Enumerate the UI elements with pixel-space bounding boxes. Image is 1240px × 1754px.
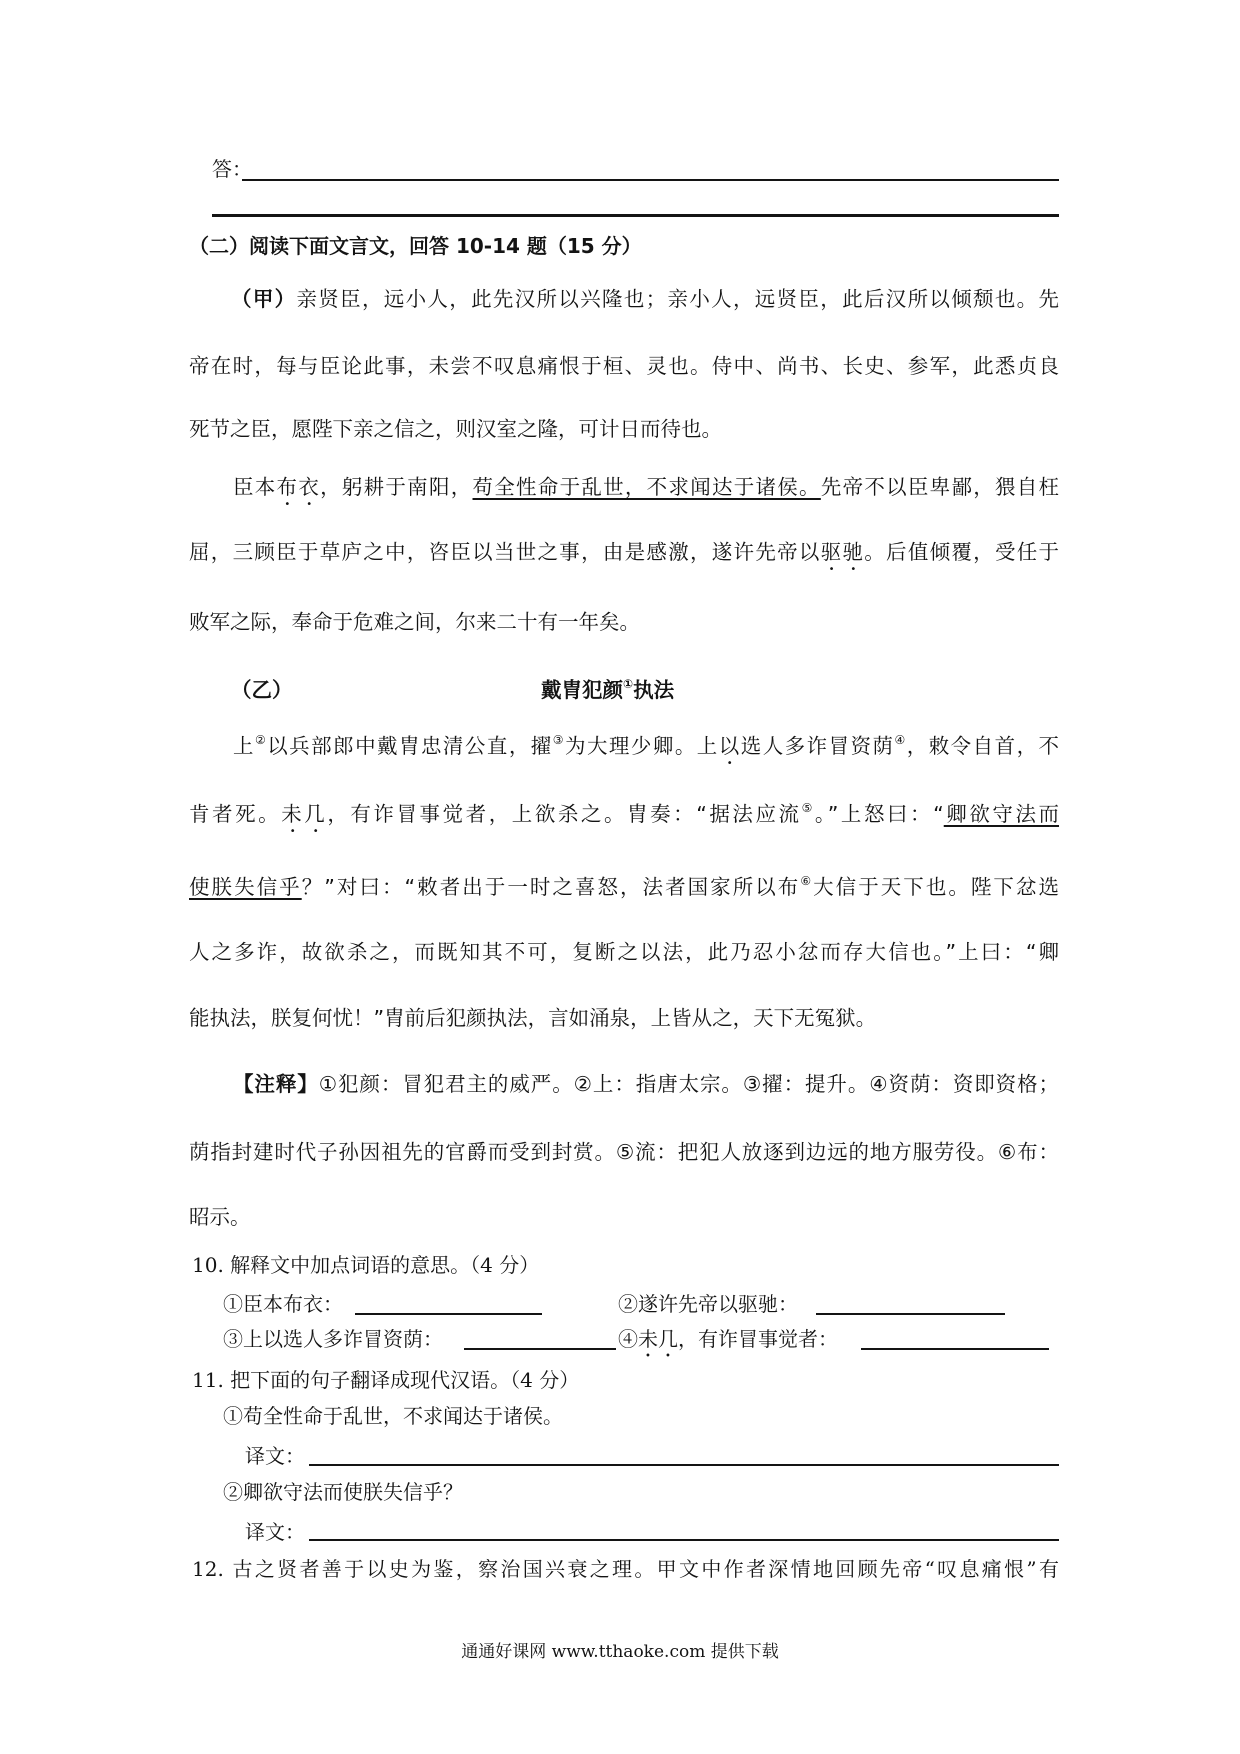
passage-jia-line: [231, 284, 1059, 314]
passage-text: 肯者死。: [189, 802, 282, 826]
item-text: ，有诈冒事觉者：: [678, 1327, 838, 1351]
passage-jia-line: 败军之际，奉命于危难之间，尔来二十有一年矣。: [189, 610, 640, 634]
notes-line: 荫指封建时代子孙因祖先的官爵而受到封赏。⑤流：把犯人放逐到边远的地方服劳役。⑥布：: [189, 1140, 1059, 1164]
emphasized-word: 未几: [281, 802, 328, 826]
passage-yi-line: [189, 872, 1059, 902]
passage-jia-line: 死节之臣，愿陛下亲之信之，则汉室之隆，可计日而待也。: [189, 417, 722, 441]
passage-text: 臣本: [233, 475, 277, 499]
notes-line: 昭示。: [189, 1205, 251, 1229]
passage-jia-line: [233, 472, 1059, 502]
passage-jia-tag: （甲）: [231, 287, 297, 311]
question-10-item: ③上以选人多诈冒资荫：: [223, 1327, 443, 1351]
passage-yi-line: [189, 799, 1059, 829]
passage-text: 亲贤臣，远小人，此先汉所以兴隆也；亲小人，远贤臣，此后汉所以倾颓也。先: [296, 287, 1060, 311]
item-number: ④: [618, 1327, 638, 1351]
answer-label: 答：: [212, 157, 252, 181]
emphasized-word: 以: [718, 734, 741, 758]
passage-yi-line: 能执法，朕复何忧！”胄前后犯颜执法，言如涌泉，上皆从之，天下无冤狱。: [189, 1006, 877, 1030]
question-10-item: ①臣本布衣：: [223, 1292, 343, 1316]
notes-label: 【注释】: [233, 1072, 319, 1096]
footnote-marker: ①: [623, 677, 634, 691]
question-10-item: ②遂许先帝以驱驰：: [618, 1292, 798, 1316]
passage-yi-line: [233, 731, 1059, 761]
passage-jia-line: [189, 537, 1059, 567]
answer-blank: [464, 1348, 616, 1350]
footnote-marker: ⑤: [801, 801, 815, 815]
emphasized-word: 驱驰: [820, 540, 865, 564]
passage-text: 为大理少卿。上: [565, 734, 719, 758]
passage-yi-title: [541, 675, 674, 705]
underlined-sentence: 使朕失信乎: [189, 875, 302, 899]
passage-text: ，有诈冒事觉者，上欲杀之。胄奏：“据法应流: [327, 802, 802, 826]
title-text: 执法: [633, 678, 675, 702]
passage-text: ，敕令自首，不: [906, 734, 1060, 758]
footnote-marker: ④: [894, 733, 907, 747]
section-heading: （二）阅读下面文言文，回答 10-14 题（15 分）: [189, 234, 642, 258]
passage-text: 先帝不以臣卑鄙，猥自枉: [820, 475, 1060, 499]
title-text: 戴胄犯颜: [541, 678, 623, 702]
passage-text: 大信于天下也。陛下忿选: [813, 875, 1060, 899]
translation-label: 译文：: [245, 1520, 305, 1544]
question-10-item: [618, 1325, 838, 1353]
passage-text: 屈，三顾臣于草庐之中，咨臣以当世之事，由是感激，遂许先帝以: [189, 540, 821, 564]
question-11-sentence: ②卿欲守法而使朕失信乎？: [223, 1480, 463, 1504]
passage-yi-tag: （乙）: [231, 678, 293, 702]
answer-line: [242, 179, 1059, 181]
answer-line: [309, 1464, 1059, 1466]
emphasized-word: 布衣: [276, 475, 321, 499]
passage-yi-line: 人之多诈，故欲杀之，而既知其不可，复断之以法，此乃忍小忿而存大信也。”上曰：“卿: [189, 940, 1059, 964]
answer-blank: [816, 1313, 1005, 1315]
underlined-sentence: 卿欲守法而: [943, 802, 1060, 826]
footnote-marker: ⑥: [800, 874, 814, 888]
question-11-sentence: ①苟全性命于乱世，不求闻达于诸侯。: [223, 1404, 563, 1428]
passage-text: 以兵部郎中戴胄忠清公直，擢: [267, 734, 553, 758]
question-11-stem: 11. 把下面的句子翻译成现代汉语。（4 分）: [192, 1368, 580, 1392]
passage-jia-line: 帝在时，每与臣论此事，未尝不叹息痛恨于桓、灵也。侍中、尚书、长史、参军，此悉贞良: [189, 354, 1059, 378]
notes-line: [233, 1069, 1059, 1099]
answer-line: [309, 1539, 1059, 1541]
answer-blank: [861, 1348, 1049, 1350]
passage-text: 选人多诈冒资荫: [740, 734, 895, 758]
passage-text: ，躬耕于南阳，: [320, 475, 473, 499]
passage-text: 上: [233, 734, 255, 758]
answer-line: [212, 214, 1059, 217]
footnote-marker: ②: [254, 733, 268, 747]
answer-blank: [355, 1313, 542, 1315]
passage-text: 。后值倾覆，受任于: [864, 540, 1060, 564]
passage-text: ？”对曰：“敕者出于一时之喜怒，法者国家所以布: [301, 875, 801, 899]
emphasized-word: 未几: [638, 1327, 678, 1351]
footnote-marker: ③: [552, 733, 565, 747]
underlined-sentence: 苟全性命于乱世，不求闻达于诸侯。: [472, 475, 821, 499]
question-12-stem: 12. 古之贤者善于以史为鉴，察治国兴衰之理。甲文中作者深情地回顾先帝“叹息痛恨”有: [192, 1557, 1059, 1581]
page-footer: 通通好课网 www.tthaoke.com 提供下载: [461, 1642, 779, 1662]
notes-text: ①犯颜：冒犯君主的威严。②上：指唐太宗。③擢：提升。④资荫：资即资格；: [318, 1072, 1059, 1096]
passage-text: 。”上怒曰：“: [814, 802, 944, 826]
question-10-stem: 10. 解释文中加点词语的意思。（4 分）: [192, 1253, 540, 1277]
translation-label: 译文：: [245, 1444, 305, 1468]
